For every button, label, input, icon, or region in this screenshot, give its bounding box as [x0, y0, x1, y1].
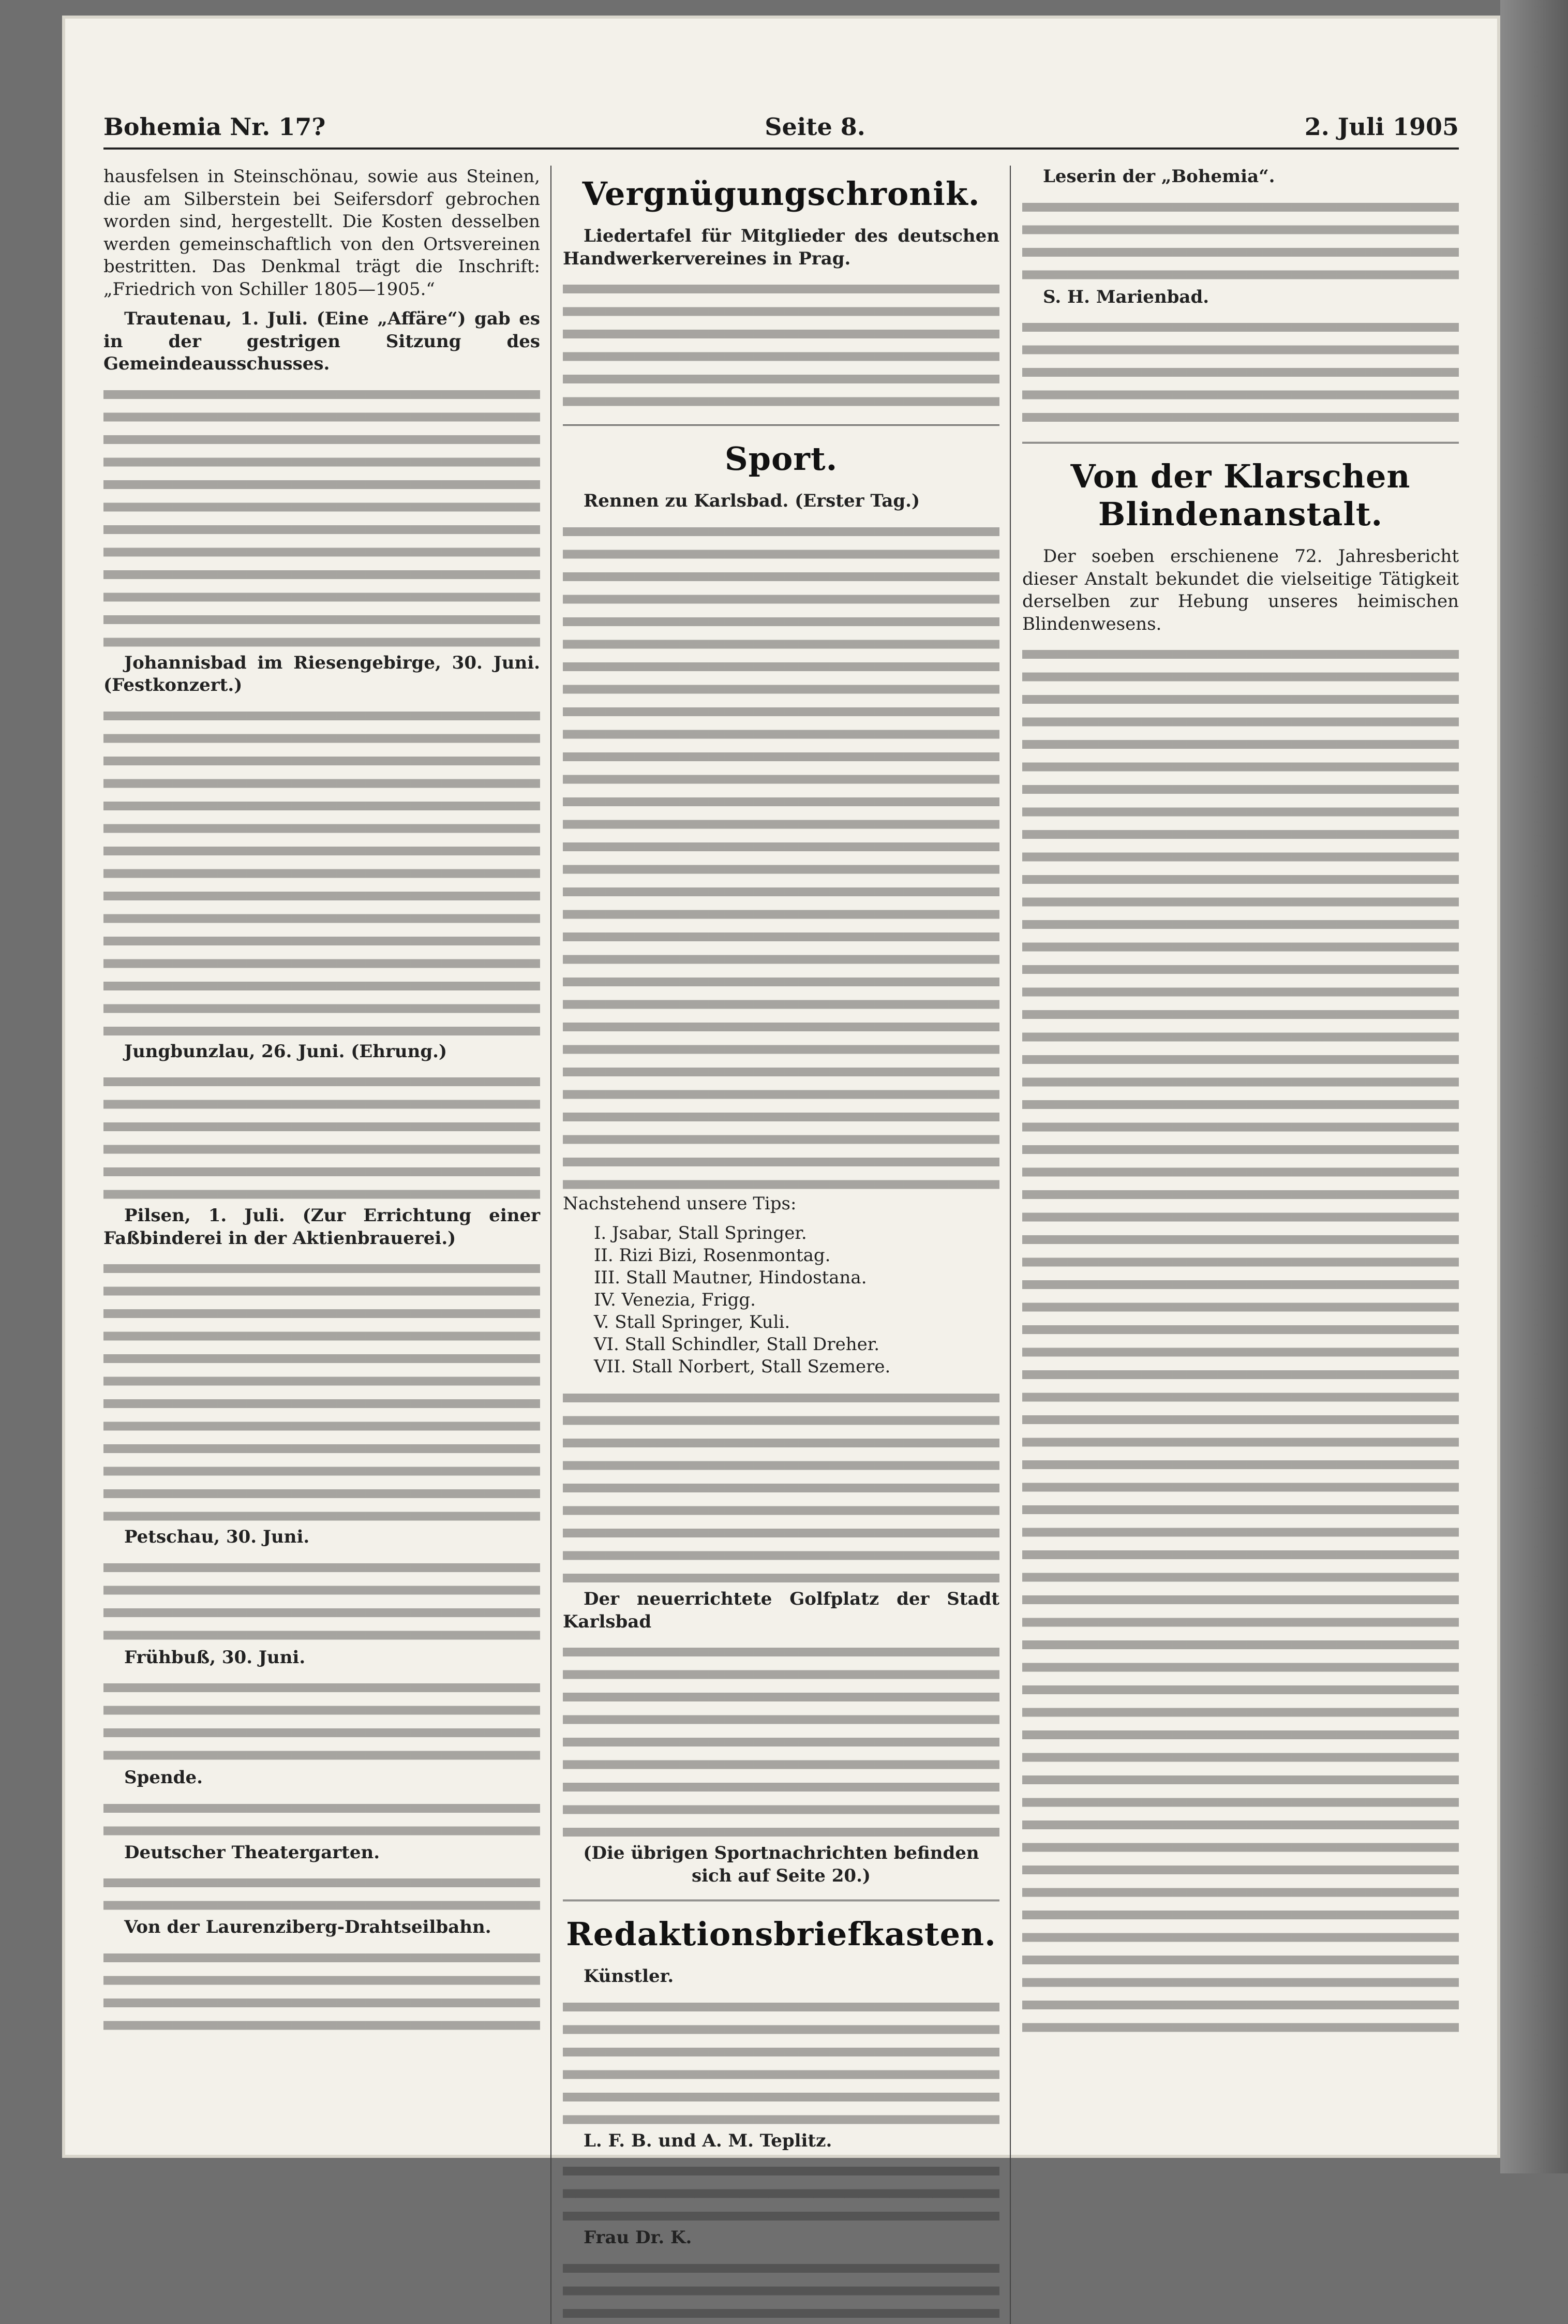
text-block [103, 1871, 540, 1916]
text-block [103, 1946, 540, 2037]
list-item: II. Rizi Bizi, Rosenmontag. [594, 1245, 831, 1266]
list-item: IV. Venezia, Frigg. [594, 1290, 756, 1310]
text-block [563, 1640, 999, 1842]
section-heading: Von der Klarschen Blindenanstalt. [1070, 457, 1411, 533]
article-lead: Liedertafel für Mitglieder des deutschen Handwerkervereines in Prag. [563, 226, 999, 269]
text-block [1022, 643, 1459, 2040]
article-paragraph: hausfelsen in Steinschönau, sowie aus Steinen, die am Silberstein bei Seifersdorf gebrochen worden sind, hergestellt. Die Kosten desselben werden gemeinschaftlich von den Ortsvereinen bestritten. Das Denkmal trägt die Inschrift: „Friedrich von Schiller 1805—1905.“ [103, 166, 540, 300]
article-lead: Frühbuß, 30. Juni. [124, 1647, 306, 1668]
article-lead: Petschau, 30. Juni. [124, 1527, 310, 1547]
article-lead: Leserin der „Bohemia“. [1043, 166, 1275, 187]
article-lead: Deutscher Theatergarten. [124, 1842, 380, 1863]
tips-label: Nachstehend unsere Tips: [563, 1193, 797, 1214]
list-item: V. Stall Springer, Kuli. [594, 1312, 790, 1333]
text-block [103, 1676, 540, 1767]
list-item: VII. Stall Norbert, Stall Szemere. [594, 1356, 891, 1377]
text-block [1022, 316, 1459, 430]
article-lead: L. F. B. und A. M. Teplitz. [584, 2130, 832, 2151]
text-block [563, 2159, 999, 2227]
article-lead: Jungbunzlau, 26. Juni. (Ehrung.) [124, 1041, 447, 1062]
tips-list [594, 1222, 999, 1378]
header-title: Bohemia Nr. 17? [103, 113, 326, 141]
column-left [103, 166, 540, 2324]
text-block [103, 1556, 540, 1647]
list-item: VI. Stall Schindler, Stall Dreher. [594, 1334, 880, 1355]
section-divider [563, 1900, 999, 1903]
newspaper-page [62, 16, 1500, 2248]
article-lead: S. H. Marienbad. [1043, 286, 1209, 307]
section-heading: Redaktionsbriefkasten. [566, 1915, 996, 1953]
article-paragraph: Der soeben erschienene 72. Jahresbericht dieser Anstalt bekundet die vielseitige Tätigkeit derselben zur Hebung unseres heimischen Blindenwesens. [1022, 546, 1459, 634]
article-lead: Von der Laurenziberg-Drahtseilbahn. [124, 1917, 491, 1937]
article-lead: Frau Dr. K. [584, 2227, 692, 2248]
text-block [563, 520, 999, 1193]
text-block [103, 1070, 540, 1205]
article-lead: Trautenau, 1. Juli. (Eine „Affäre“) gab es in der gestrigen Sitzung des Gemeindeausschusses. [103, 308, 540, 374]
column-middle [563, 166, 999, 2324]
list-item: I. Jsabar, Stall Springer. [594, 1223, 807, 1244]
section-divider [563, 424, 999, 427]
column-right [1022, 166, 1459, 2324]
text-block [1022, 196, 1459, 286]
text-block [563, 1386, 999, 1588]
article-lead: Künstler. [584, 1966, 674, 1987]
section-heading: Vergnügungschronik. [582, 175, 980, 213]
running-header [103, 106, 1459, 150]
text-block [103, 704, 540, 1041]
list-item: III. Stall Mautner, Hindostana. [594, 1267, 867, 1288]
text-block [103, 1257, 540, 1526]
header-page-number: Seite 8. [765, 113, 865, 141]
text-block [103, 383, 540, 652]
article-lead: Johannisbad im Riesengebirge, 30. Juni. (Festkonzert.) [103, 652, 540, 695]
section-heading: Sport. [724, 440, 838, 478]
article-lead: Spende. [124, 1767, 203, 1788]
article-lead: Rennen zu Karlsbad. (Erster Tag.) [584, 491, 920, 511]
article-lead: Pilsen, 1. Juli. (Zur Errichtung einer Faßbinderei in der Aktienbrauerei.) [103, 1205, 540, 1249]
header-date: 2. Juli 1905 [1304, 113, 1459, 141]
scan-edge [1500, 0, 1568, 2173]
section-divider [1022, 442, 1459, 445]
text-block [563, 2257, 999, 2324]
text-block [563, 277, 999, 412]
sport-note: (Die übrigen Sportnachrichten befinden sich auf Seite 20.) [583, 1843, 979, 1886]
text-block [563, 1995, 999, 2130]
text-block [103, 1797, 540, 1842]
article-lead: Der neuerrichtete Golfplatz der Stadt Karlsbad [563, 1589, 999, 1632]
